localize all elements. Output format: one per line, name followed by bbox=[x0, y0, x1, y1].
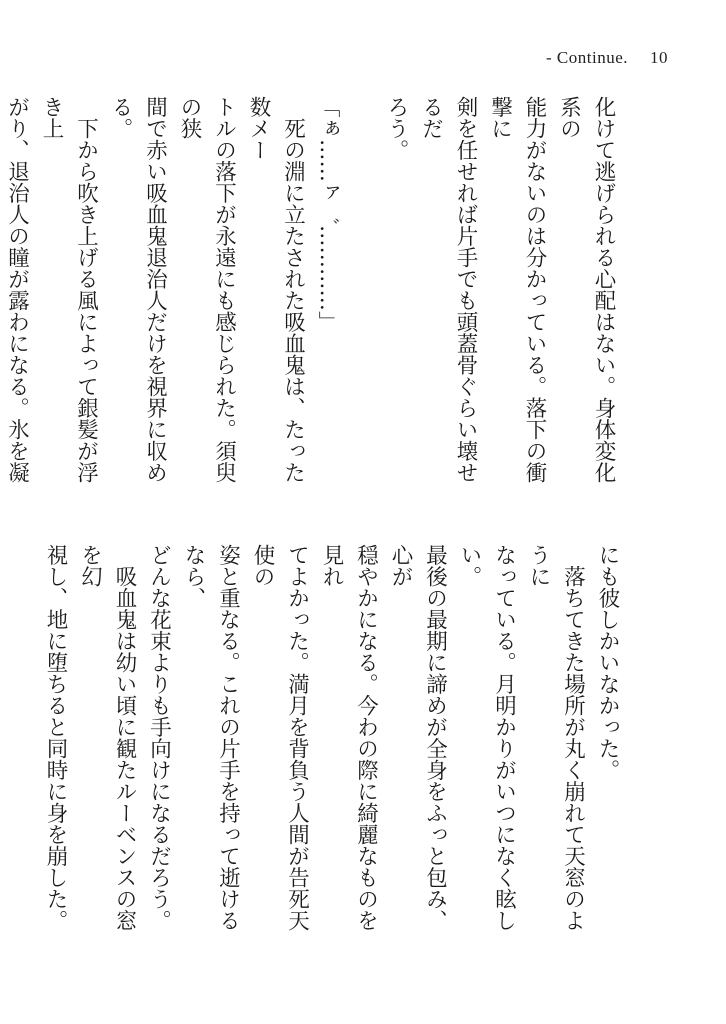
text-line: トルの落下が永遠にも感じられた。須臾の狭 bbox=[177, 96, 237, 483]
blank-line bbox=[344, 96, 379, 496]
text-line: ろう。 bbox=[384, 96, 409, 161]
text-line: 化けて逃げられる心配はない。身体変化系の bbox=[556, 96, 616, 483]
text-line: 最後の最期に諦めが全身をふっと包み、心が bbox=[388, 544, 448, 931]
text-line: 姿と重なる。これの片手を持って逝けるなら、 bbox=[181, 544, 241, 931]
text-line: 死の淵に立たされた吸血鬼は、たった数メー bbox=[246, 96, 306, 483]
text-line: 下から吹き上げる風によって銀髪が浮き上 bbox=[39, 96, 99, 483]
text-line: どんな花束よりも手向けになるだろう。 bbox=[146, 544, 172, 931]
text-line: にも彼しかいなかった。 bbox=[595, 544, 620, 781]
text-line: 能力がないのは分かっている。落下の衝撃に bbox=[487, 96, 547, 483]
text-line: 穏やかになる。今わの際に綺麗なものを見れ bbox=[319, 544, 379, 931]
lower-text-block bbox=[38, 544, 625, 944]
section-label: - Continue. bbox=[546, 48, 628, 67]
text-line: 間で赤い吸血鬼退治人だけを視界に収める。 bbox=[108, 96, 168, 483]
upper-text-block bbox=[0, 96, 620, 496]
text-line: 剣を任せれば片手でも頭蓋骨ぐらい壊せるだ bbox=[418, 96, 478, 483]
text-line: なっている。月明かりがいつになく眩しい。 bbox=[457, 544, 517, 931]
text-line: 落ちてきた場所が丸く崩れて天窓のように bbox=[526, 544, 586, 931]
text-line: 視し、地に堕ちると同時に身を崩した。 bbox=[43, 544, 68, 931]
dialogue-line: 「ぁ……ァ゛…………」 bbox=[315, 96, 340, 333]
text-line: てよかった。満月を背負う人間が告死天使の bbox=[250, 544, 310, 931]
text-line: がり、退治人の瞳が露わになる。氷を凝 bbox=[4, 96, 30, 483]
page-header bbox=[546, 48, 668, 68]
text-line: 吸血鬼は幼い頃に観たルーベンスの窓を幻 bbox=[77, 544, 137, 931]
page-number: 10 bbox=[650, 48, 668, 67]
